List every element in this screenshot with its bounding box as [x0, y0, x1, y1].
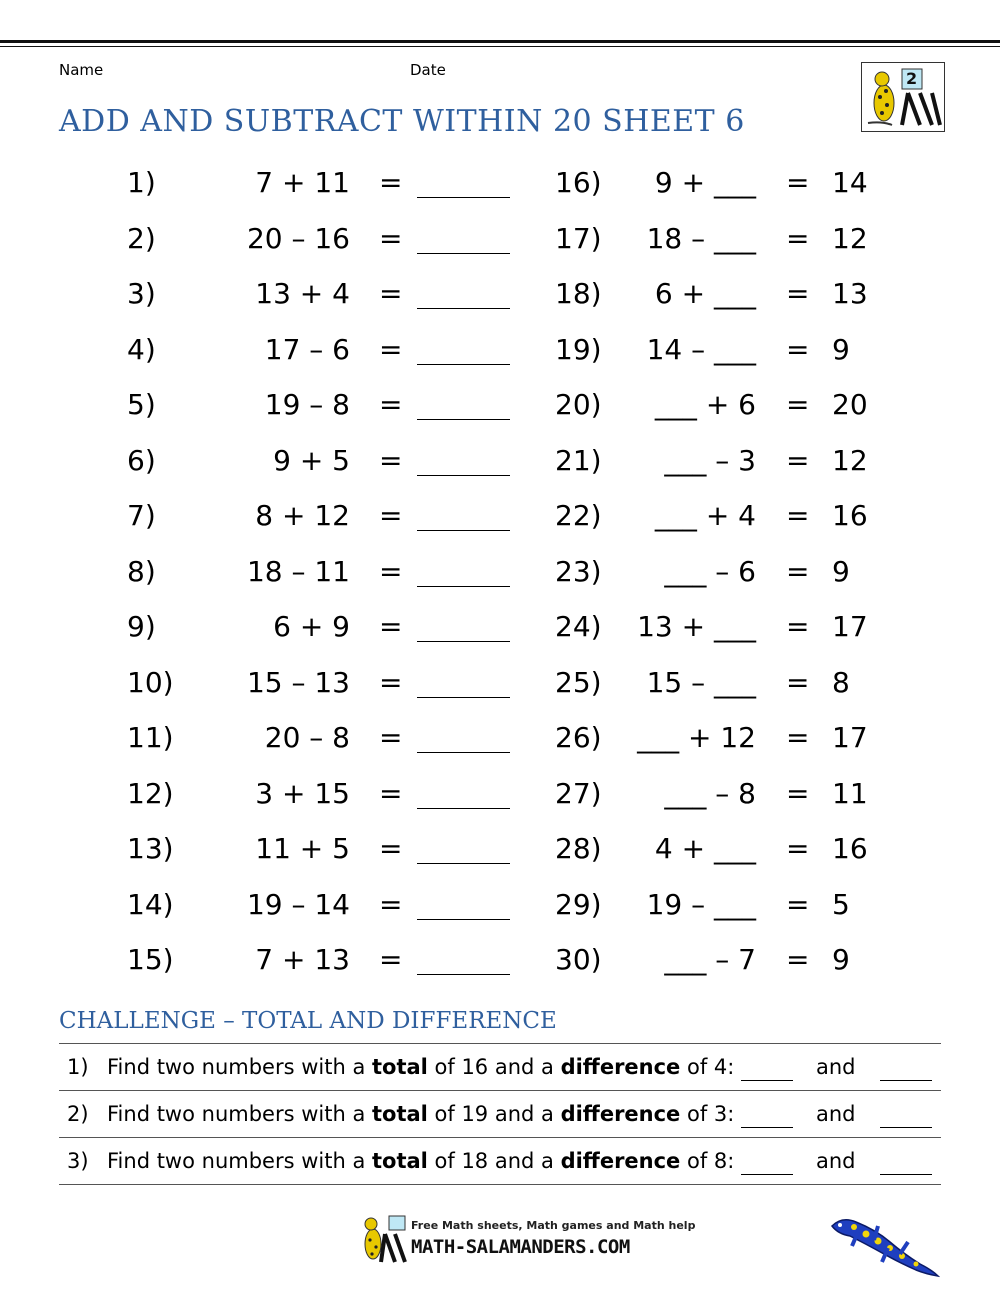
challenge-keyword-difference: difference [560, 1102, 681, 1126]
problem-number: 23) [555, 554, 602, 588]
problem-row-right [0, 607, 1000, 647]
equals-sign: = [786, 443, 810, 477]
equals-sign: = [786, 499, 810, 532]
and-label: and [816, 1055, 856, 1079]
problem-expression[interactable]: ___ – 8 [664, 776, 756, 810]
problem-expression: 20 – 8 [264, 721, 350, 754]
problem-answer: 14 [832, 166, 868, 199]
problem-expression[interactable]: ___ – 3 [664, 443, 756, 477]
problem-number: 1) [127, 166, 156, 199]
problem-number: 25) [555, 665, 602, 699]
challenge-text-mid: of 19 and a [427, 1102, 561, 1126]
problem-number: 30) [555, 943, 602, 976]
problem-expression: 11 + 5 [255, 832, 350, 865]
problem-number: 6) [127, 443, 156, 477]
problem-expression[interactable]: 13 + ___ [637, 610, 756, 643]
problem-number: 17) [555, 221, 602, 255]
equals-sign: = [379, 166, 403, 199]
grade-logo [861, 62, 945, 132]
footer-salamander-icon [355, 1212, 415, 1268]
problem-expression[interactable]: ___ – 6 [664, 554, 756, 588]
problem-expression[interactable]: 6 + ___ [654, 277, 756, 310]
equals-sign: = [786, 610, 810, 643]
problem-number: 12) [127, 776, 174, 810]
problem-expression: 13 + 4 [255, 277, 350, 310]
problem-row-right [0, 552, 1000, 592]
equals-sign: = [786, 832, 810, 865]
problem-answer: 5 [832, 887, 850, 921]
problem-number: 29) [555, 887, 602, 921]
problem-row-right [0, 219, 1000, 259]
problem-number: 16) [555, 166, 602, 199]
problem-expression: 7 + 11 [255, 166, 350, 199]
problem-row-right [0, 829, 1000, 869]
challenge-text-pre: Find two numbers with a [107, 1055, 372, 1079]
problem-expression[interactable]: ___ + 12 [637, 721, 756, 754]
problem-answer: 8 [832, 665, 850, 699]
answer-blank-first[interactable] [741, 1127, 793, 1128]
problem-number: 14) [127, 887, 174, 921]
problem-row-right [0, 441, 1000, 481]
equals-sign: = [379, 443, 403, 477]
problem-expression: 7 + 13 [255, 943, 350, 976]
equals-sign: = [379, 665, 403, 699]
equals-sign: = [786, 665, 810, 699]
problem-row-right [0, 663, 1000, 703]
problem-row-right [0, 885, 1000, 925]
problem-answer: 20 [832, 388, 868, 421]
problem-number: 22) [555, 499, 602, 532]
challenge-text-pre: Find two numbers with a [107, 1149, 372, 1173]
equals-sign: = [379, 776, 403, 810]
and-label: and [816, 1102, 856, 1126]
problem-number: 8) [127, 554, 156, 588]
grade-badge: 2 [906, 69, 918, 88]
challenge-question [107, 1044, 734, 1090]
problem-expression: 17 – 6 [264, 332, 350, 366]
problem-row-right [0, 385, 1000, 425]
problem-number: 18) [555, 277, 602, 310]
salamander-icon [828, 1212, 940, 1284]
problem-number: 3) [127, 277, 156, 310]
equals-sign: = [786, 887, 810, 921]
equals-sign: = [379, 943, 403, 976]
problem-number: 15) [127, 943, 174, 976]
challenge-text-mid: of 18 and a [427, 1149, 561, 1173]
problem-expression[interactable]: 18 – ___ [646, 221, 756, 255]
challenge-keyword-difference: difference [560, 1055, 681, 1079]
name-label: Name [59, 61, 104, 79]
problem-answer: 12 [832, 443, 868, 477]
problem-answer: 9 [832, 943, 850, 976]
equals-sign: = [786, 776, 810, 810]
challenge-question [107, 1138, 734, 1184]
problem-number: 20) [555, 388, 602, 421]
equals-sign: = [379, 887, 403, 921]
challenge-text-end: of 3: [680, 1102, 735, 1126]
problem-number: 7) [127, 499, 156, 532]
equals-sign: = [379, 610, 403, 643]
equals-sign: = [379, 554, 403, 588]
problem-number: 26) [555, 721, 602, 754]
challenge-row [59, 1090, 941, 1137]
problem-expression: 6 + 9 [273, 610, 350, 643]
salamander-teacher-icon [862, 63, 944, 131]
challenge-row [59, 1137, 941, 1184]
problem-expression: 19 – 14 [246, 887, 350, 921]
challenge-keyword-total: total [371, 1055, 428, 1079]
equals-sign: = [379, 277, 403, 310]
equals-sign: = [786, 943, 810, 976]
problem-number: 27) [555, 776, 602, 810]
problem-answer: 9 [832, 332, 850, 366]
problem-expression[interactable]: 9 + ___ [654, 166, 756, 199]
problem-number: 11) [127, 721, 174, 754]
equals-sign: = [786, 166, 810, 199]
challenge-keyword-difference: difference [560, 1149, 681, 1173]
top-rule-thin [0, 46, 1000, 47]
answer-blank-second[interactable] [880, 1080, 932, 1081]
problem-answer: 9 [832, 554, 850, 588]
challenge-number: 1) [67, 1055, 89, 1079]
problem-expression[interactable]: ___ + 6 [654, 388, 756, 421]
problem-expression[interactable]: 14 – ___ [646, 332, 756, 366]
equals-sign: = [786, 277, 810, 310]
equals-sign: = [379, 499, 403, 532]
equals-sign: = [379, 332, 403, 366]
problem-row-right [0, 163, 1000, 203]
problem-expression[interactable]: 15 – ___ [646, 665, 756, 699]
footer-site-link[interactable]: MATH-SALAMANDERS.COM [411, 1236, 630, 1258]
answer-blank-second[interactable] [880, 1174, 932, 1175]
challenge-bottom-rule [59, 1184, 941, 1185]
problem-expression: 9 + 5 [273, 443, 350, 477]
problem-answer: 16 [832, 832, 868, 865]
problem-expression: 3 + 15 [255, 776, 350, 810]
challenge-keyword-total: total [371, 1149, 428, 1173]
top-rule-thick [0, 40, 1000, 43]
date-label: Date [410, 61, 446, 79]
problem-expression[interactable]: 19 – ___ [646, 887, 756, 921]
problem-number: 2) [127, 221, 156, 255]
problem-row-right [0, 496, 1000, 536]
problem-answer: 16 [832, 499, 868, 532]
equals-sign: = [786, 721, 810, 754]
worksheet-title: ADD AND SUBTRACT WITHIN 20 SHEET 6 [59, 104, 745, 139]
equals-sign: = [379, 721, 403, 754]
challenge-number: 2) [67, 1102, 89, 1126]
problem-number: 21) [555, 443, 602, 477]
salamander-illustration [828, 1212, 940, 1284]
problem-row-right [0, 940, 1000, 980]
problem-row-right [0, 774, 1000, 814]
problem-row-right [0, 274, 1000, 314]
challenge-question [107, 1091, 734, 1137]
problem-number: 28) [555, 832, 602, 865]
problem-expression[interactable]: ___ + 4 [654, 499, 756, 532]
problem-expression: 19 – 8 [264, 388, 350, 421]
challenge-text-pre: Find two numbers with a [107, 1102, 372, 1126]
equals-sign: = [786, 221, 810, 255]
problem-expression: 20 – 16 [246, 221, 350, 255]
challenge-text-end: of 8: [680, 1149, 735, 1173]
footer-tagline: Free Math sheets, Math games and Math help [411, 1219, 696, 1232]
problem-answer: 11 [832, 776, 868, 810]
equals-sign: = [379, 221, 403, 255]
challenge-text-mid: of 16 and a [427, 1055, 561, 1079]
problem-expression[interactable]: ___ – 7 [664, 943, 756, 976]
problem-answer: 17 [832, 610, 868, 643]
problem-number: 4) [127, 332, 156, 366]
challenge-keyword-total: total [371, 1102, 428, 1126]
equals-sign: = [379, 832, 403, 865]
equals-sign: = [379, 388, 403, 421]
problem-number: 10) [127, 665, 174, 699]
problem-expression: 8 + 12 [255, 499, 350, 532]
problem-expression: 18 – 11 [246, 554, 350, 588]
problem-number: 13) [127, 832, 174, 865]
problem-number: 5) [127, 388, 156, 421]
problem-number: 24) [555, 610, 602, 643]
problem-number: 19) [555, 332, 602, 366]
answer-blank-first[interactable] [741, 1080, 793, 1081]
equals-sign: = [786, 554, 810, 588]
challenge-number: 3) [67, 1149, 89, 1173]
problem-row-right [0, 330, 1000, 370]
challenge-row [59, 1043, 941, 1090]
challenge-title: CHALLENGE – TOTAL AND DIFFERENCE [59, 1008, 557, 1034]
answer-blank-second[interactable] [880, 1127, 932, 1128]
problem-number: 9) [127, 610, 156, 643]
problem-answer: 13 [832, 277, 868, 310]
and-label: and [816, 1149, 856, 1173]
problem-expression: 15 – 13 [246, 665, 350, 699]
problem-expression[interactable]: 4 + ___ [654, 832, 756, 865]
equals-sign: = [786, 388, 810, 421]
problem-answer: 12 [832, 221, 868, 255]
equals-sign: = [786, 332, 810, 366]
problem-row-right [0, 718, 1000, 758]
answer-blank-first[interactable] [741, 1174, 793, 1175]
challenge-text-end: of 4: [680, 1055, 735, 1079]
problem-answer: 17 [832, 721, 868, 754]
